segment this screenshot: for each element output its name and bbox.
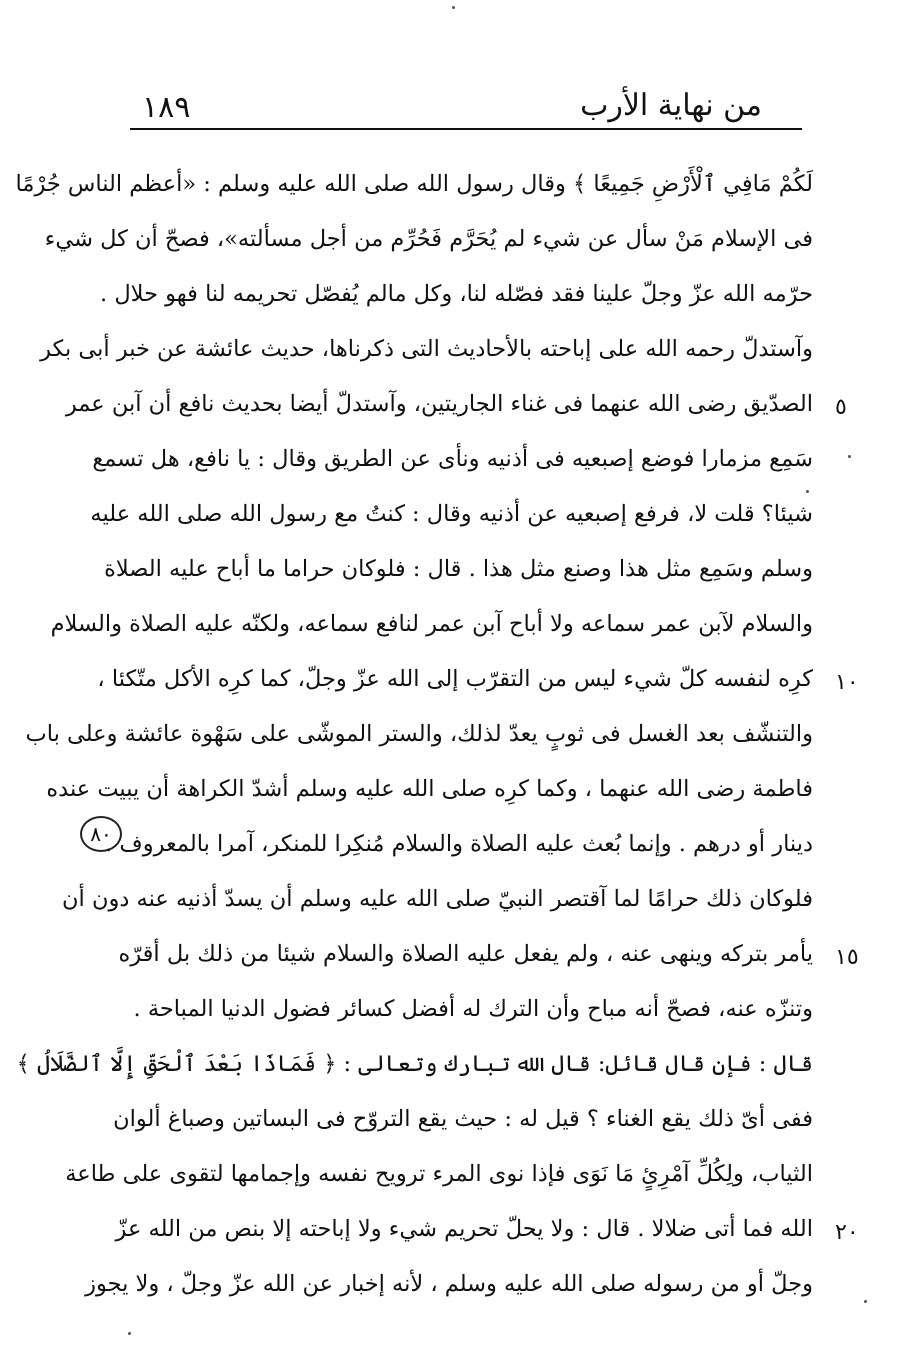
text-line: سَمِع مزمارا فوضع إصبعيه فى أذنيه ونأى عن الطريق وقال : يا نافع، هل تسمع: [92, 446, 813, 472]
text-line: فى الإسلام مَنْ سأل عن شيء لم يُحَرَّم فَحُرِّم من أجل مسألته»، فصحّ أن كل شيء: [44, 226, 813, 252]
text-line: حرّمه الله عزّ وجلّ علينا فقد فصّله لنا، وكل مالم يُفصّل تحريمه لنا فهو حلال .: [100, 281, 813, 307]
text-line: شيئا؟ قلت لا، فرفع إصبعيه عن أذنيه وقال : كنتُ مع رسول الله صلى الله عليه: [90, 501, 813, 527]
text-line: وتنزّه عنه، فصحّ أنه مباح وأن الترك له أفضل كسائر فضول الدنيا المباحة .: [133, 996, 813, 1022]
text-line: لَكُمْ مَافِي ٱلْأَرْضِ جَمِيعًا ﴾ وقال رسول الله صلى الله عليه وسلم : «أعظم الناس جُرْمًا: [15, 171, 813, 197]
text-line: كرِه لنفسه كلّ شيء ليس من التقرّب إلى الله عزّ وجلّ، كما كرِه الأكل متّكئا ،: [97, 666, 813, 692]
text-line: وآستدلّ رحمه الله على إباحته بالأحاديث التى ذكرناها، حديث عائشة عن خبر أبى بكر: [40, 336, 813, 362]
text-line: الثياب، ولِكُلِّ آمْرِئٍ مَا نَوَى فإذا نوى المرء ترويح نفسه وإجمامها لتقوى على طاعة: [65, 1161, 813, 1187]
text-line: فاطمة رضى الله عنهما ، وكما كرِه صلى الله عليه وسلم أشدّ الكراهة أن يبيت عنده: [46, 776, 813, 802]
text-line: والسلام لآبن عمر سماعه ولا أباح آبن عمر لنافع سماعه، ولكنّه عليه الصلاة والسلام: [50, 611, 813, 637]
text-line: وسلم وسَمِع مثل هذا وصنع مثل هذا . قال : فلوكان حراما ما أباح عليه الصلاة: [104, 556, 813, 582]
line-number: ٥: [835, 395, 847, 420]
line-number: ٢٠: [835, 1220, 859, 1245]
margin-page-mark: ٨٠: [80, 816, 122, 852]
text-line: وجلّ أو من رسوله صلى الله عليه وسلم ، لأنه إخبار عن الله عزّ وجلّ ، ولا يجوز: [85, 1271, 813, 1297]
text-line: الله فما أتى ضلالا . قال : ولا يحلّ تحريم شيء ولا إباحته إلا بنص من الله عزّ: [115, 1216, 813, 1242]
text-line: فلوكان ذلك حرامًا لما آقتصر النبيّ صلى الله عليه وسلم أن يسدّ أذنيه عنه دون أن: [62, 886, 813, 912]
page-header: [128, 86, 802, 130]
text-line: والتنشّف بعد الغسل فى ثوبٍ يعدّ لذلك، والستر الموشّى على سَهْوة عائشة وعلى باب: [25, 721, 813, 747]
text-line: ففى أىّ ذلك يقع الغناء ؟ قيل له : حيث يقع التروّح فى البساتين وصباغ ألوان: [113, 1106, 813, 1132]
text-line: قال : فإن قال قائل: قال الله تبارك وتعالى : ﴿ فَمَاذَا بَعْدَ ٱلْحَقِّ إِلَّا ٱلضَّلَالُ ﴾: [16, 1051, 813, 1077]
line-number: ١٥: [835, 945, 859, 970]
running-title: من نهاية الأرب: [580, 88, 762, 123]
text-line: الصدّيق رضى الله عنهما فى غناء الجاريتين، وآستدلّ أيضا بحديث نافع أن آبن عمر: [65, 391, 813, 417]
header-rule: [130, 128, 802, 130]
text-line: يأمر بتركه وينهى عنه ، ولم يفعل عليه الصلاة والسلام شيئا من ذلك بل أقرّه: [118, 941, 813, 967]
line-number: ١٠: [835, 670, 859, 695]
text-line: دينار أو درهم . وإنما بُعث عليه الصلاة والسلام مُنكِرا للمنكر، آمرا بالمعروف .: [105, 831, 813, 857]
page-number: ١٨٩: [142, 90, 191, 125]
